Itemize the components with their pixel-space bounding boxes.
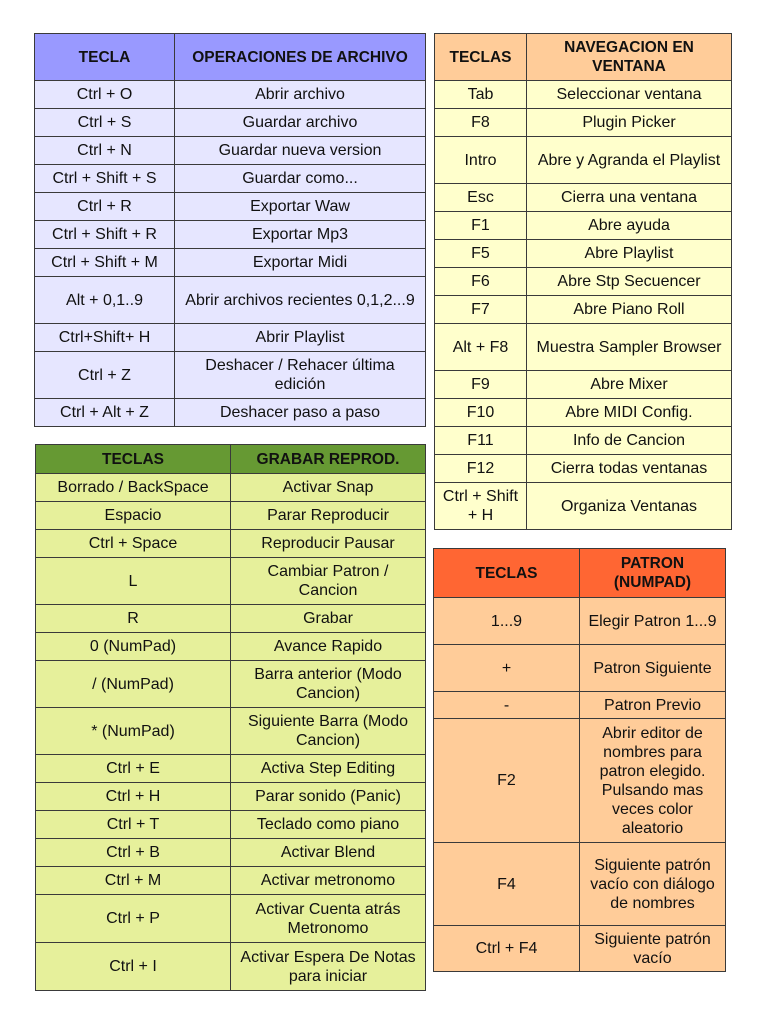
column-header-pattern: PATRON (NUMPAD) <box>580 549 726 598</box>
shortcut-key: Ctrl + R <box>35 193 175 221</box>
table-row <box>36 605 426 633</box>
table-header-row <box>36 445 426 474</box>
shortcut-key: Ctrl+Shift+ H <box>35 324 175 352</box>
table-row <box>435 455 732 483</box>
shortcut-action: Seleccionar ventana <box>527 81 732 109</box>
table-header-row <box>35 34 426 81</box>
shortcut-action: Exportar Mp3 <box>175 221 426 249</box>
table-row <box>434 645 726 692</box>
table-row <box>36 708 426 755</box>
shortcut-key: 0 (NumPad) <box>36 633 231 661</box>
shortcut-action: Abre Stp Secuencer <box>527 268 732 296</box>
table-row <box>435 371 732 399</box>
column-header-key: TECLAS <box>36 445 231 474</box>
table-row <box>35 221 426 249</box>
shortcut-key: Ctrl + E <box>36 755 231 783</box>
shortcut-action: Cierra todas ventanas <box>527 455 732 483</box>
shortcut-action: Abrir archivos recientes 0,1,2...9 <box>175 277 426 324</box>
shortcut-key: F5 <box>435 240 527 268</box>
shortcut-key: F4 <box>434 843 580 926</box>
table-row <box>35 165 426 193</box>
table-header-row <box>435 34 732 81</box>
shortcut-key: F12 <box>435 455 527 483</box>
column-header-key: TECLAS <box>434 549 580 598</box>
shortcut-action: Deshacer paso a paso <box>175 399 426 427</box>
shortcut-action: Muestra Sampler Browser <box>527 324 732 371</box>
shortcut-action: Guardar nueva version <box>175 137 426 165</box>
table-row <box>434 598 726 645</box>
shortcut-key: L <box>36 558 231 605</box>
table-row <box>435 81 732 109</box>
shortcut-action: Organiza Ventanas <box>527 483 732 530</box>
shortcut-key: Ctrl + H <box>36 783 231 811</box>
shortcut-action: Reproducir Pausar <box>231 530 426 558</box>
shortcut-action: Cierra una ventana <box>527 184 732 212</box>
table-row <box>435 296 732 324</box>
table-row <box>435 427 732 455</box>
table-row <box>435 399 732 427</box>
shortcut-action: Abre ayuda <box>527 212 732 240</box>
table-row <box>434 843 726 926</box>
table-row <box>36 783 426 811</box>
shortcut-key: - <box>434 692 580 719</box>
shortcut-action: Patron Siguiente <box>580 645 726 692</box>
table-row <box>435 240 732 268</box>
shortcut-key: F1 <box>435 212 527 240</box>
shortcut-action: Guardar como... <box>175 165 426 193</box>
shortcut-action: Guardar archivo <box>175 109 426 137</box>
record-playback-table <box>35 444 426 991</box>
shortcut-key: F6 <box>435 268 527 296</box>
shortcut-action: Abrir editor de nombres para patron elegido. Pulsando mas veces color aleatorio <box>580 719 726 843</box>
shortcut-action: Abrir archivo <box>175 81 426 109</box>
table-row <box>36 661 426 708</box>
table-row <box>35 109 426 137</box>
shortcut-key: Intro <box>435 137 527 184</box>
shortcut-key: F7 <box>435 296 527 324</box>
table-row <box>435 483 732 530</box>
shortcut-key: F8 <box>435 109 527 137</box>
shortcut-action: Exportar Waw <box>175 193 426 221</box>
shortcut-key: * (NumPad) <box>36 708 231 755</box>
shortcut-key: F10 <box>435 399 527 427</box>
shortcut-key: Ctrl + Z <box>35 352 175 399</box>
shortcut-key: Alt + F8 <box>435 324 527 371</box>
shortcut-key: Ctrl + N <box>35 137 175 165</box>
shortcut-key: Ctrl + T <box>36 811 231 839</box>
shortcut-action: Patron Previo <box>580 692 726 719</box>
window-navigation-table <box>434 33 732 530</box>
shortcut-action: Avance Rapido <box>231 633 426 661</box>
table-row <box>36 867 426 895</box>
shortcut-key: F11 <box>435 427 527 455</box>
shortcut-key: Tab <box>435 81 527 109</box>
table-row <box>36 502 426 530</box>
shortcut-action: Activar metronomo <box>231 867 426 895</box>
shortcut-action: Plugin Picker <box>527 109 732 137</box>
shortcut-key: Ctrl + O <box>35 81 175 109</box>
table-row <box>435 212 732 240</box>
shortcut-action: Info de Cancion <box>527 427 732 455</box>
table-row <box>35 81 426 109</box>
shortcut-action: Deshacer / Rehacer última edición <box>175 352 426 399</box>
shortcut-action: Abre y Agranda el Playlist <box>527 137 732 184</box>
table-row <box>434 719 726 843</box>
shortcut-action: Barra anterior (Modo Cancion) <box>231 661 426 708</box>
shortcut-action: Abre MIDI Config. <box>527 399 732 427</box>
shortcut-action: Abre Piano Roll <box>527 296 732 324</box>
table-row <box>36 839 426 867</box>
table-row <box>36 530 426 558</box>
table-row <box>35 277 426 324</box>
table-row <box>434 692 726 719</box>
shortcut-action: Elegir Patron 1...9 <box>580 598 726 645</box>
shortcut-key: / (NumPad) <box>36 661 231 708</box>
shortcut-action: Siguiente Barra (Modo Cancion) <box>231 708 426 755</box>
table-row <box>36 474 426 502</box>
table-row <box>36 558 426 605</box>
shortcut-key: Borrado / BackSpace <box>36 474 231 502</box>
shortcut-action: Abre Mixer <box>527 371 732 399</box>
table-row <box>35 399 426 427</box>
shortcut-key: Ctrl + S <box>35 109 175 137</box>
table-row <box>35 193 426 221</box>
shortcut-key: Ctrl + Shift + H <box>435 483 527 530</box>
table-row <box>36 811 426 839</box>
shortcut-action: Exportar Midi <box>175 249 426 277</box>
shortcut-action: Activar Snap <box>231 474 426 502</box>
column-header-key: TECLAS <box>435 34 527 81</box>
shortcut-action: Siguiente patrón vacío <box>580 926 726 972</box>
shortcut-key: Esc <box>435 184 527 212</box>
table-row <box>36 895 426 943</box>
shortcut-key: F2 <box>434 719 580 843</box>
table-row <box>435 184 732 212</box>
table-row <box>35 324 426 352</box>
table-row <box>435 324 732 371</box>
shortcut-key: Ctrl + B <box>36 839 231 867</box>
shortcut-action: Cambiar Patron / Cancion <box>231 558 426 605</box>
shortcut-key: Ctrl + Shift + M <box>35 249 175 277</box>
shortcut-action: Abre Playlist <box>527 240 732 268</box>
shortcut-key: + <box>434 645 580 692</box>
shortcut-action: Grabar <box>231 605 426 633</box>
column-header-record: GRABAR REPROD. <box>231 445 426 474</box>
shortcut-key: Ctrl + Shift + S <box>35 165 175 193</box>
shortcut-key: R <box>36 605 231 633</box>
table-header-row <box>434 549 726 598</box>
shortcut-key: Ctrl + I <box>36 943 231 991</box>
shortcut-key: F9 <box>435 371 527 399</box>
table-row <box>435 109 732 137</box>
shortcut-key: Ctrl + F4 <box>434 926 580 972</box>
shortcut-action: Parar sonido (Panic) <box>231 783 426 811</box>
shortcut-action: Abrir Playlist <box>175 324 426 352</box>
table-row <box>35 352 426 399</box>
shortcut-action: Activar Espera De Notas para iniciar <box>231 943 426 991</box>
column-header-operation: OPERACIONES DE ARCHIVO <box>175 34 426 81</box>
table-row <box>35 137 426 165</box>
column-header-key: TECLA <box>35 34 175 81</box>
shortcut-action: Activar Blend <box>231 839 426 867</box>
shortcut-key: Ctrl + M <box>36 867 231 895</box>
shortcut-key: Ctrl + Space <box>36 530 231 558</box>
shortcut-key: Ctrl + P <box>36 895 231 943</box>
shortcut-key: Ctrl + Shift + R <box>35 221 175 249</box>
table-row <box>434 926 726 972</box>
table-row <box>36 633 426 661</box>
shortcut-action: Siguiente patrón vacío con diálogo de nombres <box>580 843 726 926</box>
shortcut-key: Espacio <box>36 502 231 530</box>
column-header-navigation: NAVEGACION EN VENTANA <box>527 34 732 81</box>
shortcut-key: Ctrl + Alt + Z <box>35 399 175 427</box>
table-row <box>36 943 426 991</box>
table-row <box>35 249 426 277</box>
table-row <box>435 268 732 296</box>
table-row <box>435 137 732 184</box>
pattern-numpad-table <box>433 548 726 972</box>
shortcut-key: Alt + 0,1..9 <box>35 277 175 324</box>
shortcut-action: Parar Reproducir <box>231 502 426 530</box>
shortcut-action: Activar Cuenta atrás Metronomo <box>231 895 426 943</box>
file-operations-table <box>34 33 426 427</box>
shortcut-action: Teclado como piano <box>231 811 426 839</box>
shortcut-key: 1...9 <box>434 598 580 645</box>
table-row <box>36 755 426 783</box>
shortcut-action: Activa Step Editing <box>231 755 426 783</box>
